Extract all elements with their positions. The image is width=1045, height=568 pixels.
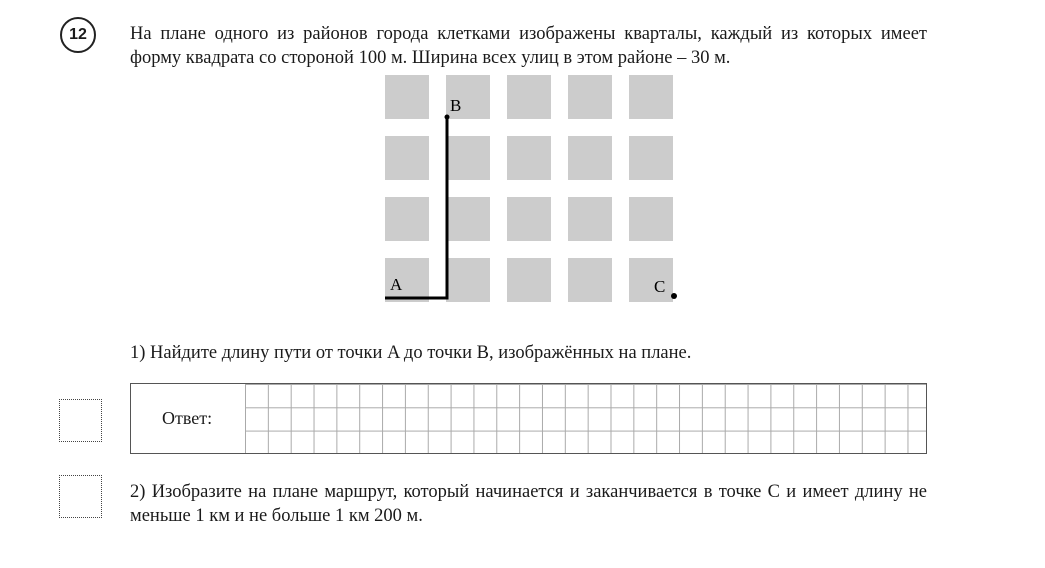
- point-c-marker: [671, 293, 677, 299]
- point-a-label: A: [390, 275, 403, 294]
- city-block: [385, 197, 429, 241]
- city-block: [629, 75, 673, 119]
- task-number: 12: [69, 26, 87, 43]
- city-block: [568, 258, 612, 302]
- city-block: [446, 136, 490, 180]
- answer-box: [130, 383, 927, 454]
- question-1: 1) Найдите длину пути от точки A до точки B, изображённых на плане.: [130, 343, 692, 363]
- city-block: [507, 75, 551, 119]
- city-block: [446, 197, 490, 241]
- city-block: [507, 258, 551, 302]
- city-block: [446, 258, 490, 302]
- city-block: [629, 197, 673, 241]
- task-statement: На плане одного из районов города клетками изображены кварталы, каждый из которых имеет форму квадрата со стороной 100 м. Ширина всех улиц в этом районе – 30 м.: [130, 24, 927, 68]
- city-blocks: [385, 75, 673, 302]
- city-block: [568, 197, 612, 241]
- question-2: 2) Изобразите на плане маршрут, который начинается и заканчивается в точке C и имеет длину не меньше 1 км и не больше 1 км 200 м.: [130, 482, 927, 526]
- point-b-marker: [445, 115, 450, 120]
- score-box-2: [59, 475, 102, 518]
- city-block: [385, 75, 429, 119]
- city-block: [568, 136, 612, 180]
- answer-label: Ответ:: [162, 408, 213, 428]
- city-block: [507, 197, 551, 241]
- city-block: [629, 258, 673, 302]
- city-block: [568, 75, 612, 119]
- score-box-1: [59, 399, 102, 442]
- city-block: [385, 136, 429, 180]
- answer-cells[interactable]: [245, 384, 926, 453]
- city-block: [507, 136, 551, 180]
- city-block: [629, 136, 673, 180]
- point-b-label: B: [450, 96, 462, 115]
- point-c-label: C: [654, 277, 666, 296]
